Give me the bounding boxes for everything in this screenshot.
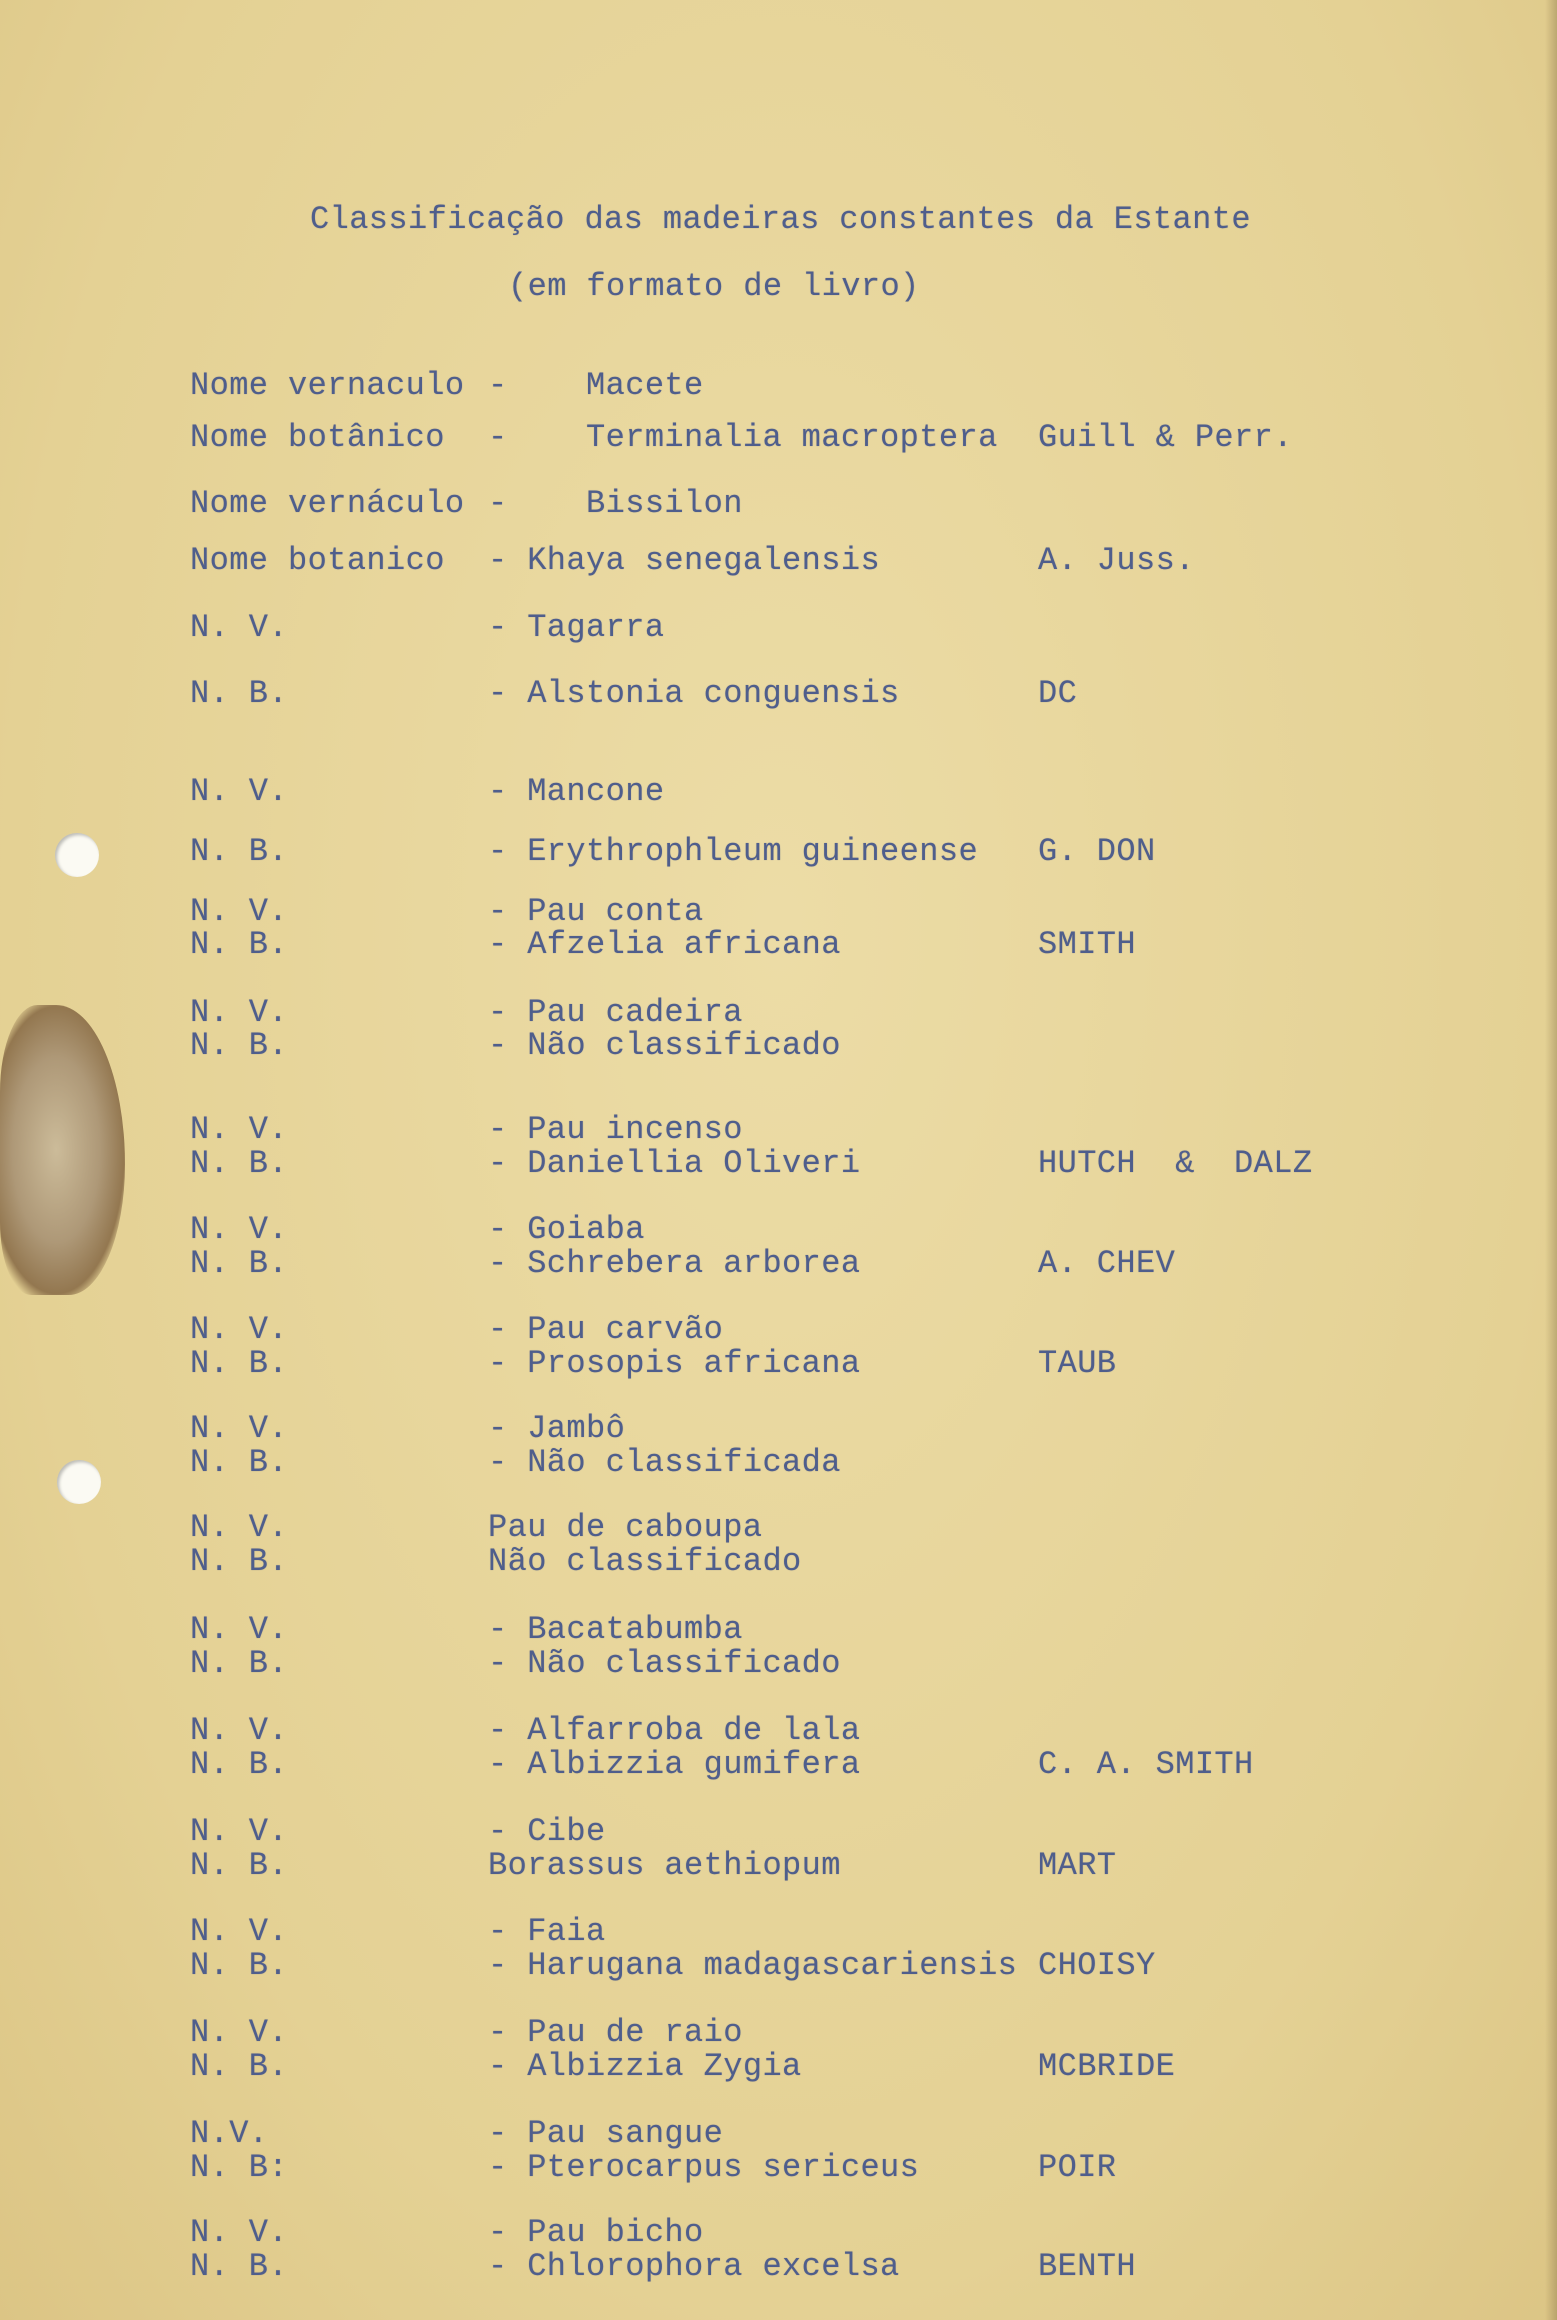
botanical-author: G. DON xyxy=(1038,833,1156,870)
vernacular-name: - Pau sangue xyxy=(488,2115,724,2152)
botanical-name-label: N. B. xyxy=(190,833,289,870)
vernacular-name: - Alfarroba de lala xyxy=(488,1712,861,1749)
botanical-name: - Prosopis africana xyxy=(488,1345,861,1382)
botanical-name-label: N. B. xyxy=(190,1645,289,1682)
botanical-name-label: N. B. xyxy=(190,1444,289,1481)
paper-stain xyxy=(0,1005,125,1295)
botanical-name: - Afzelia africana xyxy=(488,926,841,963)
vernacular-name-label: N. V. xyxy=(190,1509,289,1546)
vernacular-name: - Bacatabumba xyxy=(488,1611,743,1648)
botanical-name: - Khaya senegalensis xyxy=(488,542,881,579)
botanical-name-label: N. B. xyxy=(190,1345,289,1382)
botanical-name-label: N. B. xyxy=(190,1847,289,1884)
vernacular-name: - Faia xyxy=(488,1913,606,1950)
vernacular-name-label: N. V. xyxy=(190,1410,289,1447)
vernacular-name-label: N. V. xyxy=(190,1813,289,1850)
vernacular-name-label: N. V. xyxy=(190,773,289,810)
botanical-author: Guill & Perr. xyxy=(1038,419,1293,456)
punch-hole xyxy=(57,1460,101,1504)
vernacular-name-label: N. V. xyxy=(190,1712,289,1749)
vernacular-name-label: N. V. xyxy=(190,609,289,646)
vernacular-name-label: N. V. xyxy=(190,1111,289,1148)
vernacular-name: - Macete xyxy=(488,367,704,404)
botanical-author: A. CHEV xyxy=(1038,1245,1176,1282)
botanical-name-label: N. B. xyxy=(190,1145,289,1182)
document-title: Classificação das madeiras constantes da Estante xyxy=(310,201,1251,238)
vernacular-name-label: N. V. xyxy=(190,1311,289,1348)
botanical-name: - Não classificado xyxy=(488,1027,841,1064)
vernacular-name-label: Nome vernáculo xyxy=(190,485,465,522)
vernacular-name-label: N. V. xyxy=(190,2014,289,2051)
botanical-name-label: N. B. xyxy=(190,2248,289,2285)
botanical-name-label: N. B. xyxy=(190,1746,289,1783)
vernacular-name: - Mancone xyxy=(488,773,665,810)
botanical-author: CHOISY xyxy=(1038,1947,1156,1984)
botanical-name: Não classificado xyxy=(488,1543,802,1580)
botanical-name-label: Nome botanico xyxy=(190,542,445,579)
vernacular-name: - Pau bicho xyxy=(488,2214,704,2251)
page-edge-shadow xyxy=(1545,0,1557,2320)
vernacular-name-label: N. V. xyxy=(190,1611,289,1648)
botanical-name: Borassus aethiopum xyxy=(488,1847,841,1884)
botanical-author: A. Juss. xyxy=(1038,542,1195,579)
botanical-name-label: N. B. xyxy=(190,1245,289,1282)
botanical-name-label: N. B. xyxy=(190,1543,289,1580)
botanical-name: - Albizzia Zygia xyxy=(488,2048,802,2085)
botanical-name-label: N. B. xyxy=(190,675,289,712)
botanical-name: - Terminalia macroptera xyxy=(488,419,998,456)
punch-hole xyxy=(55,833,99,877)
botanical-author: DC xyxy=(1038,675,1078,712)
botanical-name-label: N. B. xyxy=(190,2048,289,2085)
vernacular-name-label: N. V. xyxy=(190,1913,289,1950)
vernacular-name: - Cibe xyxy=(488,1813,606,1850)
vernacular-name-label: Nome vernaculo xyxy=(190,367,465,404)
botanical-name: - Erythrophleum guineense xyxy=(488,833,979,870)
botanical-name: - Albizzia gumifera xyxy=(488,1746,861,1783)
vernacular-name-label: N.V. xyxy=(190,2115,269,2152)
botanical-name-label: Nome botânico xyxy=(190,419,445,456)
vernacular-name: - Bissilon xyxy=(488,485,743,522)
botanical-author: TAUB xyxy=(1038,1345,1117,1382)
botanical-author: C. A. SMITH xyxy=(1038,1746,1254,1783)
vernacular-name: - Pau carvão xyxy=(488,1311,724,1348)
botanical-author: MART xyxy=(1038,1847,1117,1884)
botanical-author: HUTCH & DALZ xyxy=(1038,1145,1313,1182)
vernacular-name: - Tagarra xyxy=(488,609,665,646)
vernacular-name-label: N. V. xyxy=(190,893,289,930)
vernacular-name: - Pau de raio xyxy=(488,2014,743,2051)
vernacular-name-label: N. V. xyxy=(190,1211,289,1248)
botanical-name-label: N. B. xyxy=(190,1027,289,1064)
botanical-name: - Harugana madagascariensis xyxy=(488,1947,1018,1984)
vernacular-name: - Goiaba xyxy=(488,1211,645,1248)
vernacular-name: - Pau incenso xyxy=(488,1111,743,1148)
botanical-author: SMITH xyxy=(1038,926,1137,963)
botanical-author: MCBRIDE xyxy=(1038,2048,1176,2085)
document-subtitle: (em formato de livro) xyxy=(508,268,920,305)
vernacular-name: - Pau cadeira xyxy=(488,994,743,1031)
botanical-name: - Pterocarpus sericeus xyxy=(488,2149,920,2186)
botanical-name: - Daniellia Oliveri xyxy=(488,1145,861,1182)
botanical-author: BENTH xyxy=(1038,2248,1137,2285)
botanical-name-label: N. B. xyxy=(190,926,289,963)
botanical-name: - Alstonia conguensis xyxy=(488,675,900,712)
botanical-name: - Chlorophora excelsa xyxy=(488,2248,900,2285)
botanical-name: - Não classificado xyxy=(488,1645,841,1682)
vernacular-name-label: N. V. xyxy=(190,2214,289,2251)
botanical-name-label: N. B: xyxy=(190,2149,289,2186)
botanical-name-label: N. B. xyxy=(190,1947,289,1984)
botanical-author: POIR xyxy=(1038,2149,1117,2186)
botanical-name: - Não classificada xyxy=(488,1444,841,1481)
vernacular-name: - Pau conta xyxy=(488,893,704,930)
vernacular-name-label: N. V. xyxy=(190,994,289,1031)
vernacular-name: Pau de caboupa xyxy=(488,1509,763,1546)
botanical-name: - Schrebera arborea xyxy=(488,1245,861,1282)
vernacular-name: - Jambô xyxy=(488,1410,626,1447)
